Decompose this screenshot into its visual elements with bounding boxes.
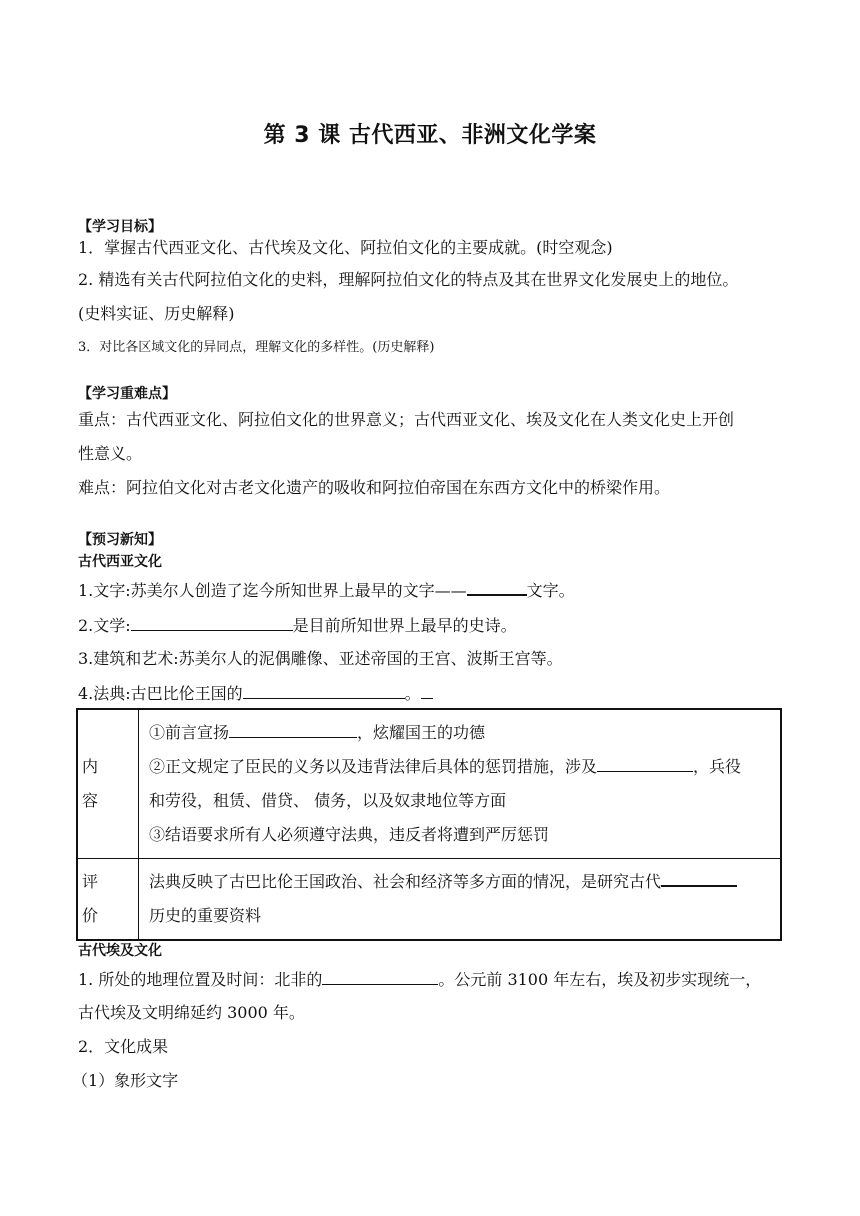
key-point-line-1: 重点：古代西亚文化、阿拉伯文化的世界意义；古代西亚文化、埃及文化在人类文化史上开创 (78, 410, 735, 429)
content-cell (139, 709, 782, 859)
page-title: 第 3 课 古代西亚、非洲文化学案 (263, 123, 597, 148)
table-row (77, 859, 781, 941)
evaluation-line-2: 历史的重要资料 (149, 906, 262, 925)
row-label: 内 (82, 757, 99, 776)
fill-blank[interactable] (322, 968, 438, 985)
item-text: 4.法典:古巴比伦王国的 (78, 684, 243, 703)
row-label: 评 (82, 872, 99, 891)
difficult-point: 难点：阿拉伯文化对古老文化遗产的吸收和阿拉伯帝国在东西方文化中的桥梁作用。 (78, 478, 671, 497)
item-text: 。公元前 3100 年左右，埃及初步实现统一， (438, 970, 762, 989)
section-west-asia-title: 古代西亚文化 (78, 554, 162, 570)
cell-text: ②正文规定了臣民的义务以及违背法律后具体的惩罚措施，涉及 (149, 757, 598, 776)
objective-item-2-cont: (史料实证、历史解释) (78, 304, 235, 323)
keypoints-heading: 【学习重难点】 (78, 386, 176, 402)
fill-blank[interactable] (243, 682, 405, 699)
egypt-item-1-cont: 古代埃及文明绵延约 3000 年。 (78, 1003, 305, 1022)
item-text: 1.文字:苏美尔人创造了迄今所知世界上最早的文字—— (78, 581, 467, 600)
content-line-4: ③结语要求所有人必须遵守法典，违反者将遭到严厉惩罚 (149, 825, 550, 844)
item-text: 。 (404, 684, 421, 703)
content-line-2 (149, 750, 774, 784)
fill-blank[interactable] (131, 614, 293, 631)
key-point-line-2: 性意义。 (78, 444, 143, 463)
cell-text: ①前言宣扬 (149, 723, 230, 742)
cell-text: ，兵役 (693, 757, 742, 776)
egypt-item-2-sub-1: （1）象形文字 (72, 1071, 179, 1090)
objectives-heading: 【学习目标】 (78, 219, 162, 235)
row-label: 价 (82, 906, 99, 925)
fill-blank[interactable] (467, 578, 527, 596)
evaluation-label-cell (77, 859, 139, 941)
law-code-table (76, 708, 782, 941)
content-label-cell (77, 709, 139, 859)
section-egypt-title: 古代埃及文化 (78, 943, 162, 959)
fill-blank[interactable] (661, 869, 737, 887)
cell-text: 法典反映了古巴比伦王国政治、社会和经济等多方面的情况，是研究古代 (149, 872, 662, 891)
objective-item-1: 1．掌握古代西亚文化、古代埃及文化、阿拉伯文化的主要成就。(时空观念) (78, 238, 613, 257)
cell-text: ，炫耀国王的功德 (357, 723, 486, 742)
west-asia-item-1 (78, 578, 575, 602)
item-text: 2.文学: (78, 616, 131, 635)
evaluation-line-1 (149, 865, 774, 899)
objective-item-2: 2. 精选有关古代阿拉伯文化的史料，理解阿拉伯文化的特点及其在世界文化发展史上的地位。 (78, 270, 739, 289)
west-asia-item-4 (78, 682, 433, 705)
content-line-3: 和劳役，租赁、借贷、 债务，以及奴隶地位等方面 (149, 791, 507, 810)
objective-item-3: 3．对比各区域文化的异同点，理解文化的多样性。(历史解释) (78, 340, 435, 355)
content-line-1 (149, 716, 774, 750)
west-asia-item-3: 3.建筑和艺术:苏美尔人的泥偶雕像、亚述帝国的王宫、波斯王宫等。 (78, 649, 563, 668)
fill-blank[interactable] (229, 721, 357, 738)
egypt-item-2: 2．文化成果 (78, 1037, 169, 1056)
table-row (77, 709, 781, 859)
west-asia-item-2 (78, 614, 517, 637)
preview-heading: 【预习新知】 (78, 532, 162, 548)
row-label: 容 (82, 791, 99, 810)
item-text: 1. 所处的地理位置及时间：北非的 (78, 970, 323, 989)
underline-tail (421, 682, 433, 699)
evaluation-cell (139, 859, 782, 941)
item-text: 是目前所知世界上最早的史诗。 (292, 616, 517, 635)
item-text: 文字。 (526, 581, 575, 600)
egypt-item-1 (78, 968, 761, 991)
fill-blank[interactable] (597, 755, 693, 772)
